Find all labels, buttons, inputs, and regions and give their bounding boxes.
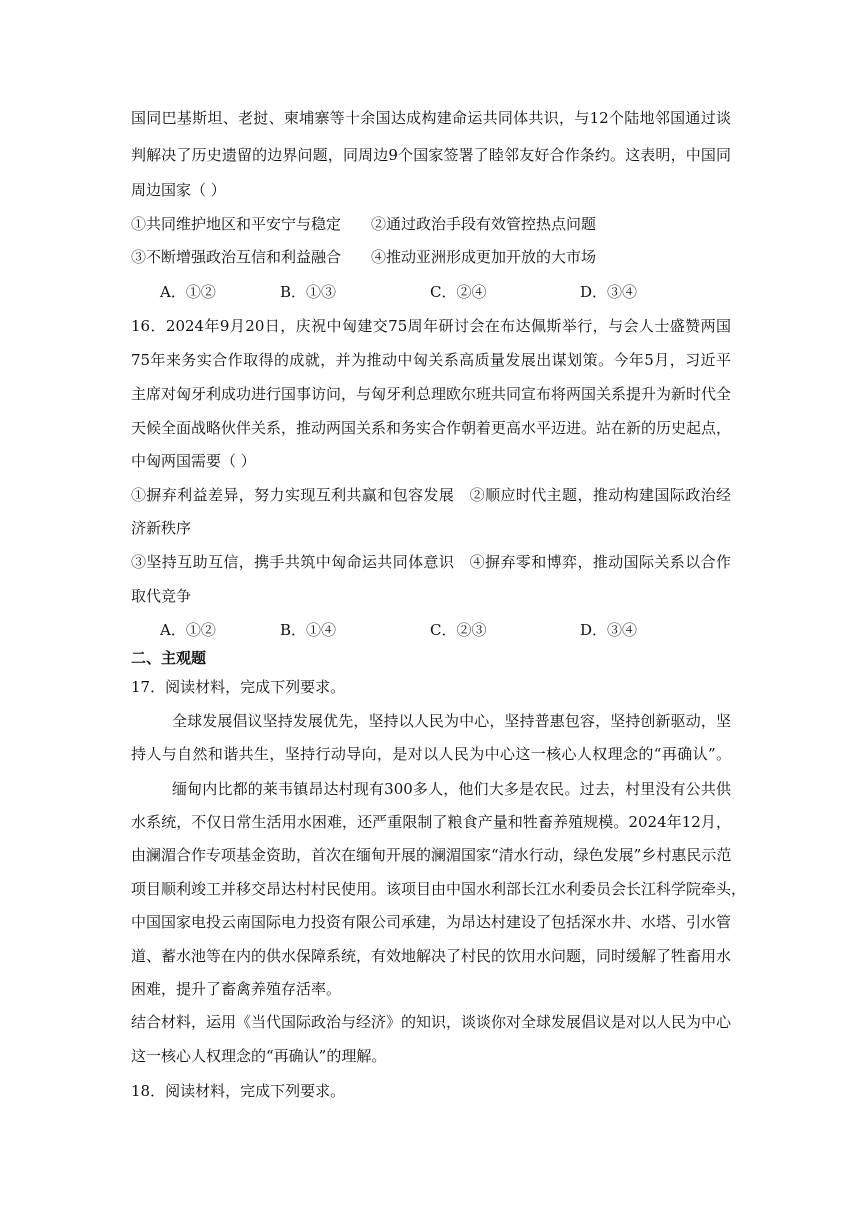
q15-option-a: A．①② [160, 283, 216, 301]
q17-para2-line-4: 项目顺利竣工并移交昂达村村民使用。该项目由中国水利部长江水利委员会长江科学院牵头， [131, 880, 747, 898]
q17-para2-line-6: 道、蓄水池等在内的供水保障系统，有效地解决了村民的饮用水问题，同时缓解了牲畜用水 [131, 947, 732, 965]
q16-stem-line-3: 主席对匈牙利成功进行国事访问，与匈牙利总理欧尔班共同宣布将两国关系提升为新时代全 [131, 385, 732, 403]
q16-stem-line-4: 天候全面战略伙伴关系，推动两国关系和务实合作朝着更高水平迈进。站在新的历史起点， [131, 419, 732, 437]
q17-para1-line-2: 持人与自然和谐共生，坚持行动导向，是对以人民为中心这一核心人权理念的“再确认”。 [131, 745, 731, 763]
q17-para2-line-3: 由澜湄合作专项基金资助，首次在缅甸开展的澜湄国家“清水行动，绿色发展”乡村惠民示范 [131, 846, 732, 864]
q16-option-c: C．②③ [430, 621, 487, 639]
q16-statement-line-1: ①摒弃利益差异，努力实现互利共赢和包容发展 ②顺应时代主题，推动构建国际政治经 [131, 486, 731, 504]
q17-para2-line-7: 困难，提升了畜禽养殖存活率。 [131, 980, 342, 998]
q17-para2-line-5: 中国国家电投云南国际电力投资有限公司承建，为昂达村建设了包括深水井、水塔、引水管 [131, 913, 732, 931]
q15-option-c: C．②④ [430, 283, 487, 301]
q16-option-b: B．①④ [280, 621, 337, 639]
q15-stem-line-3: 周边国家（ ） [131, 181, 226, 199]
q17-requirement-line-1: 结合材料，运用《当代国际政治与经济》的知识，谈谈你对全球发展倡议是对以人民为中心 [131, 1013, 732, 1031]
q15-statement-1: ①共同维护地区和平安宁与稳定 ②通过政治手段有效管控热点问题 [131, 215, 597, 233]
q16-stem-line-1: 16．2024年9月20日，庆祝中匈建交75周年研讨会在布达佩斯举行，与会人士盛赞两国 [131, 317, 731, 335]
q16-statement-line-4: 取代竞争 [131, 587, 192, 605]
q15-statement-2: ③不断增强政治互信和利益融合 ④推动亚洲形成更加开放的大市场 [131, 248, 597, 266]
q17-requirement-line-2: 这一核心人权理念的“再确认”的理解。 [131, 1047, 387, 1065]
q17-title: 17．阅读材料，完成下列要求。 [131, 678, 346, 696]
q15-stem-line-2: 判解决了历史遗留的边界问题，同周边9个国家签署了睦邻友好合作条约。这表明，中国同 [131, 146, 731, 164]
q16-stem-line-2: 75年来务实合作取得的成就，并为推动中匈关系高质量发展出谋划策。今年5月，习近平 [131, 351, 731, 369]
q16-statement-line-3: ③坚持互助互信，携手共筑中匈命运共同体意识 ④摒弃零和博弈，推动国际关系以合作 [131, 553, 731, 571]
q15-stem-line-1: 国同巴基斯坦、老挝、柬埔寨等十余国达成构建命运共同体共识，与12个陆地邻国通过谈 [131, 109, 731, 127]
q16-statement-line-2: 济新秩序 [131, 519, 192, 537]
q15-option-b: B．①③ [280, 283, 337, 301]
q16-option-a: A．①② [160, 621, 216, 639]
q15-option-d: D．③④ [580, 283, 638, 301]
q18-title: 18．阅读材料，完成下列要求。 [131, 1082, 346, 1100]
q16-stem-line-5: 中匈两国需要（ ） [131, 452, 256, 470]
q16-option-d: D．③④ [580, 621, 638, 639]
q17-para2-line-2: 水系统，不仅日常生活用水困难，还严重限制了粮食产量和牲畜养殖规模。2024年12月， [131, 813, 731, 831]
q17-para2-line-1: 缅甸内比都的莱韦镇昂达村现有300多人，他们大多是农民。过去，村里没有公共供 [172, 780, 731, 798]
q17-para1-line-1: 全球发展倡议坚持发展优先，坚持以人民为中心，坚持普惠包容，坚持创新驱动，坚 [172, 712, 731, 730]
section-heading: 二、主观题 [131, 649, 207, 667]
